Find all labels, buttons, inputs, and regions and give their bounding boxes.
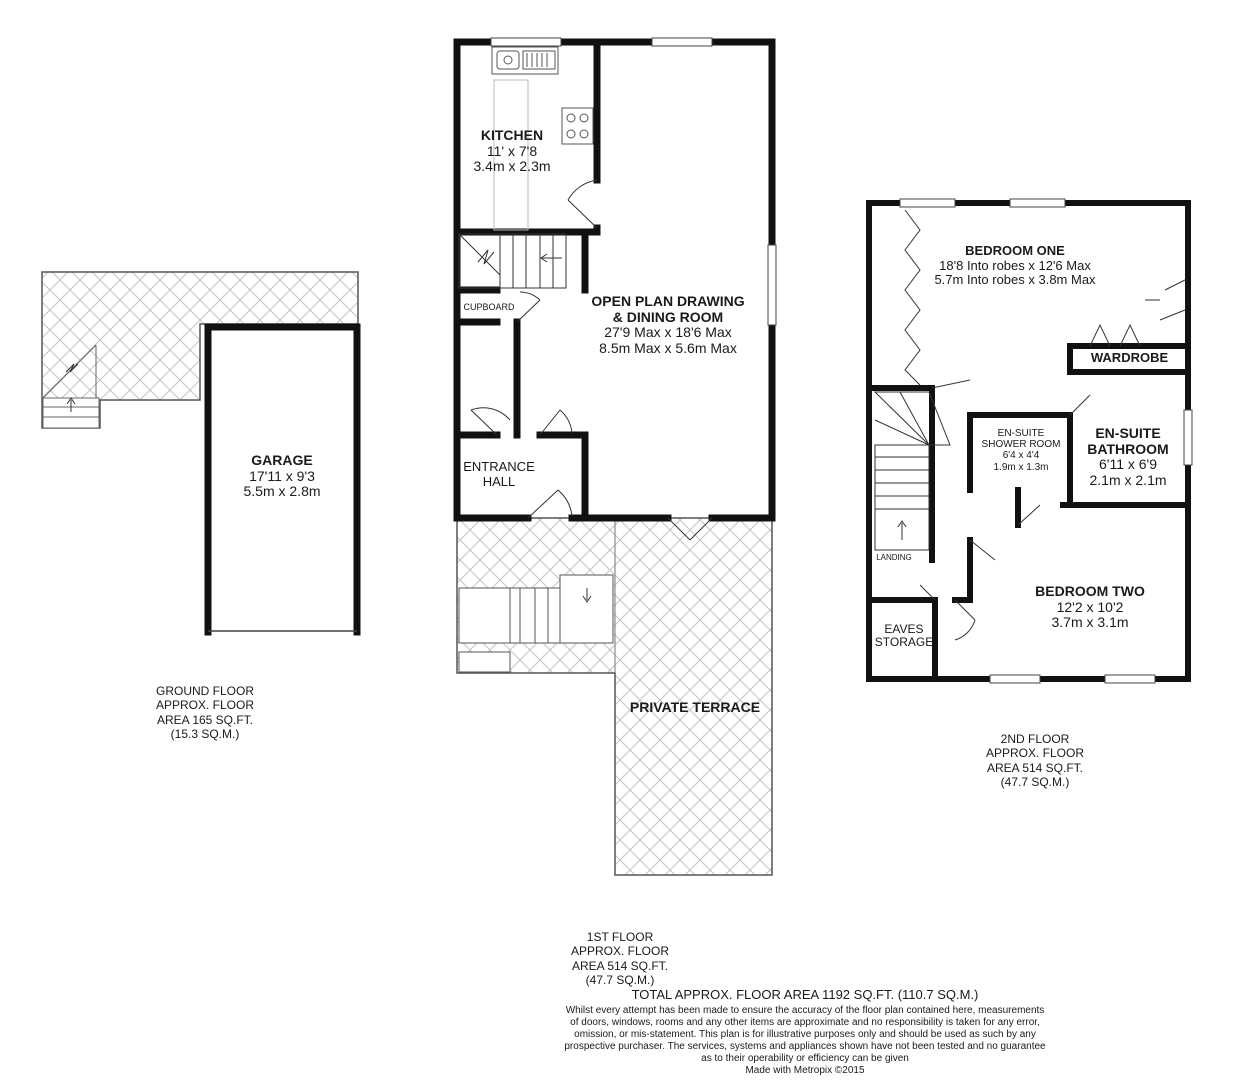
- ensuite-bathroom-label: [1072, 426, 1184, 489]
- ensuite-shower-line: EN-SUITE: [997, 428, 1045, 439]
- garage-name: GARAGE: [251, 452, 313, 468]
- first-floor-stairs: [459, 234, 566, 288]
- area-line: (15.3 SQ.M.): [170, 727, 240, 742]
- disclaimer-line: prospective purchaser. The services, systems and appliances shown have not been tested and no guarantee: [564, 1041, 1046, 1052]
- area-line: APPROX. FLOOR: [985, 746, 1085, 761]
- disclaimer-line: as to their operability or efficiency can be given: [701, 1053, 909, 1064]
- ensuite-bath-line: EN-SUITE: [1095, 425, 1161, 441]
- ensuite-shower-metric: 1.9m x 1.3m: [993, 461, 1049, 473]
- area-line: 2ND FLOOR: [1000, 732, 1070, 746]
- bedroom-one-label: [900, 244, 1130, 288]
- ground-floor-area: [130, 684, 280, 742]
- landing-label: LANDING: [876, 553, 912, 562]
- ensuite-shower-label: [972, 428, 1070, 473]
- private-terrace-label: PRIVATE TERRACE: [629, 699, 761, 715]
- area-line: (47.7 SQ.M.): [585, 973, 655, 988]
- stair-arrow-icon: [541, 254, 562, 262]
- kitchen-imperial: 11' x 7'8: [486, 142, 538, 159]
- stair-arrow-icon: [898, 521, 906, 540]
- disclaimer: [505, 1005, 1105, 1077]
- garage-metric: 5.5m x 2.8m: [243, 483, 321, 500]
- first-floor-walls: [457, 42, 772, 518]
- bedroom-one-name: BEDROOM ONE: [965, 243, 1065, 258]
- kitchen-name: KITCHEN: [480, 127, 544, 143]
- area-line: GROUND FLOOR: [155, 684, 254, 698]
- ensuite-bath-metric: 2.1m x 2.1m: [1089, 472, 1167, 489]
- ensuite-shower-imperial: 6'4 x 4'4: [1002, 450, 1040, 462]
- area-line: APPROX. FLOOR: [570, 944, 670, 959]
- entrance-line-2: HALL: [482, 473, 516, 489]
- area-line: AREA 514 SQ.FT.: [986, 760, 1084, 775]
- drawing-room-name-2: & DINING ROOM: [612, 308, 724, 325]
- total-floor-area: TOTAL APPROX. FLOOR AREA 1192 SQ.FT. (110.7 SQ.M.): [631, 987, 979, 1002]
- cupboard-label: CUPBOARD: [463, 302, 515, 312]
- entrance-hall-label: [460, 460, 538, 489]
- bedroom-one-imperial: 18'8 Into robes x 12'6 Max: [939, 257, 1091, 273]
- second-floor-area: [960, 732, 1110, 790]
- bedroom-one-metric: 5.7m Into robes x 3.8m Max: [934, 272, 1096, 288]
- bedroom-two-imperial: 12'2 x 10'2: [1056, 598, 1124, 615]
- bedroom-two-metric: 3.7m x 3.1m: [1051, 614, 1129, 631]
- first-floor-area: [545, 930, 695, 988]
- area-line: 1ST FLOOR: [586, 930, 654, 944]
- kitchen-label: [462, 128, 562, 175]
- drawing-room-imperial: 27'9 Max x 18'6 Max: [604, 324, 732, 341]
- first-floor-windows: [491, 38, 776, 325]
- ensuite-bath-imperial: 6'11 x 6'9: [1098, 456, 1158, 473]
- disclaimer-line: omission, or mis-statement. This plan is for illustrative purposes only and should be used as such by any: [574, 1029, 1036, 1040]
- ensuite-shower-line-2: SHOWER ROOM: [981, 439, 1061, 451]
- area-line: AREA 514 SQ.FT.: [571, 958, 669, 973]
- eaves-line: EAVES: [884, 622, 924, 636]
- bedroom-two-name: BEDROOM TWO: [1035, 583, 1145, 599]
- wardrobe-label: WARDROBE: [1090, 350, 1169, 365]
- disclaimer-line: Whilst every attempt has been made to ensure the accuracy of the floor plan contained here, measurements: [565, 1005, 1045, 1016]
- ensuite-bath-line-2: BATHROOM: [1087, 440, 1169, 457]
- drawing-room-label: [583, 294, 753, 357]
- disclaimer-line: of doors, windows, rooms and any other items are approximate and no responsibility is taken for any error,: [570, 1017, 1040, 1028]
- eaves-line-2: STORAGE: [874, 635, 934, 650]
- drawing-room-metric: 8.5m Max x 5.6m Max: [599, 340, 737, 357]
- bedroom-two-label: [1010, 584, 1170, 631]
- kitchen-metric: 3.4m x 2.3m: [473, 158, 551, 175]
- eaves-storage-label: [872, 623, 936, 650]
- garage-imperial: 17'11 x 9'3: [249, 467, 315, 484]
- second-floor-stairs: [875, 392, 950, 550]
- credit-line: Made with Metropix ©2015: [745, 1065, 865, 1076]
- drawing-room-name: OPEN PLAN DRAWING: [591, 293, 745, 309]
- area-line: AREA 165 SQ.FT.: [156, 712, 254, 727]
- area-line: APPROX. FLOOR: [155, 698, 255, 713]
- area-line: (47.7 SQ.M.): [1000, 775, 1070, 790]
- garage-label: [208, 453, 356, 500]
- entrance-line: ENTRANCE: [463, 459, 535, 474]
